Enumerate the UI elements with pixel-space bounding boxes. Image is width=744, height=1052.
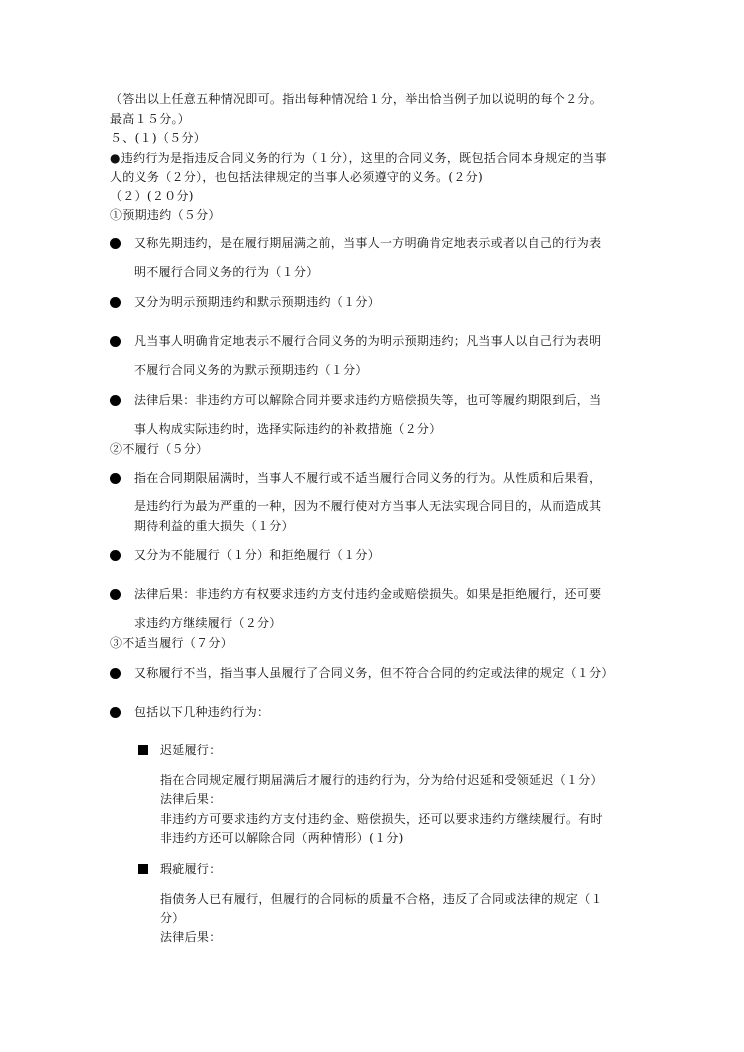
q5-label: ５、(１)（５分） xyxy=(110,131,207,145)
s3-bullet-2: 包括以下几种违约行为： xyxy=(134,705,270,719)
sub-item-1-line-1: 指在合同规定履行期届满后才履行的违约行为，分为给付迟延和受领延迟（１分） xyxy=(160,773,603,787)
section-1-heading: ①预期违约（５分） xyxy=(110,208,221,222)
s2-bullet-1-line-1: 指在合同期限届满时，当事人不履行或不适当履行合同义务的行为。从性质和后果看， xyxy=(134,471,602,485)
s1-bullet-3-line-2: 不履行合同义务的为默示预期违约（１分） xyxy=(134,363,368,377)
s2-bullet-3-line-1: 法律后果：非违约方有权要求违约方支付违约金或赔偿损失。如果是拒绝履行，还可要 xyxy=(134,587,602,601)
s2-bullet-1-line-3: 期待利益的重大损失（１分） xyxy=(134,519,294,533)
intro-line-1: （答出以上任意五种情况即可。指出每种情况给１分，举出恰当例子加以说明的每个２分。 xyxy=(110,92,603,106)
bullet-icon xyxy=(110,589,121,600)
bullet-icon xyxy=(110,473,121,484)
s1-bullet-4-line-2: 事人构成实际违约时，选择实际违约的补救措施（２分） xyxy=(134,422,442,436)
q5-2-label: （２）(２０分) xyxy=(110,189,194,203)
q5-1-line-1: ●违约行为是指违反合同义务的行为（１分），这里的合同义务，既包括合同本身规定的当事 xyxy=(110,151,607,165)
s2-bullet-1-line-2: 是违约行为最为严重的一种，因为不履行使对方当事人无法实现合同目的，从而造成其 xyxy=(134,499,602,513)
bullet-icon xyxy=(110,395,121,406)
sub-item-2-line-3: 法律后果： xyxy=(160,930,222,944)
s2-bullet-3-line-2: 求违约方继续履行（２分） xyxy=(134,616,282,630)
s3-bullet-1: 又称履行不当，指当事人虽履行了合同义务，但不符合合同的约定或法律的规定（１分） xyxy=(134,666,614,680)
bullet-icon xyxy=(110,668,121,679)
sub-item-2-title: 瑕疵履行： xyxy=(160,862,222,876)
bullet-icon xyxy=(110,707,121,718)
s1-bullet-1-line-2: 明不履行合同义务的行为（１分） xyxy=(134,265,319,279)
sub-item-1-line-3: 非违约方可要求违约方支付违约金、赔偿损失，还可以要求违约方继续履行。有时 xyxy=(160,812,603,826)
bullet-icon xyxy=(110,336,121,347)
square-bullet-icon xyxy=(138,745,148,755)
s1-bullet-3-line-1: 凡当事人明确肯定地表示不履行合同义务的为明示预期违约；凡当事人以自己行为表明 xyxy=(134,334,602,348)
section-3-heading: ③不适当履行（７分） xyxy=(110,636,234,650)
s2-bullet-2: 又分为不能履行（１分）和拒绝履行（１分） xyxy=(134,548,381,562)
sub-item-2-line-2: 分） xyxy=(160,911,185,925)
s1-bullet-4-line-1: 法律后果：非违约方可以解除合同并要求违约方赔偿损失等，也可等履约期限到后，当 xyxy=(134,393,602,407)
bullet-icon xyxy=(110,297,121,308)
s1-bullet-1-line-1: 又称先期违约，是在履行期届满之前，当事人一方明确肯定地表示或者以自己的行为表 xyxy=(134,236,602,250)
sub-item-1-title: 迟延履行： xyxy=(160,743,222,757)
sub-item-1-line-2: 法律后果： xyxy=(160,792,222,806)
intro-line-2: 最高１５分。） xyxy=(110,112,191,126)
section-2-heading: ②不履行（５分） xyxy=(110,442,209,456)
q5-1-line-2: 人的义务（２分），也包括法律规定的当事人必须遵守的义务。(２分) xyxy=(110,170,483,184)
s1-bullet-2: 又分为明示预期违约和默示预期违约（１分） xyxy=(134,295,381,309)
bullet-icon xyxy=(110,550,121,561)
sub-item-1-line-4: 非违约方还可以解除合同（两种情形）(１分) xyxy=(160,831,404,845)
square-bullet-icon xyxy=(138,864,148,874)
bullet-icon xyxy=(110,238,121,249)
sub-item-2-line-1: 指债务人已有履行，但履行的合同标的质量不合格，违反了合同或法律的规定（１ xyxy=(160,892,603,906)
